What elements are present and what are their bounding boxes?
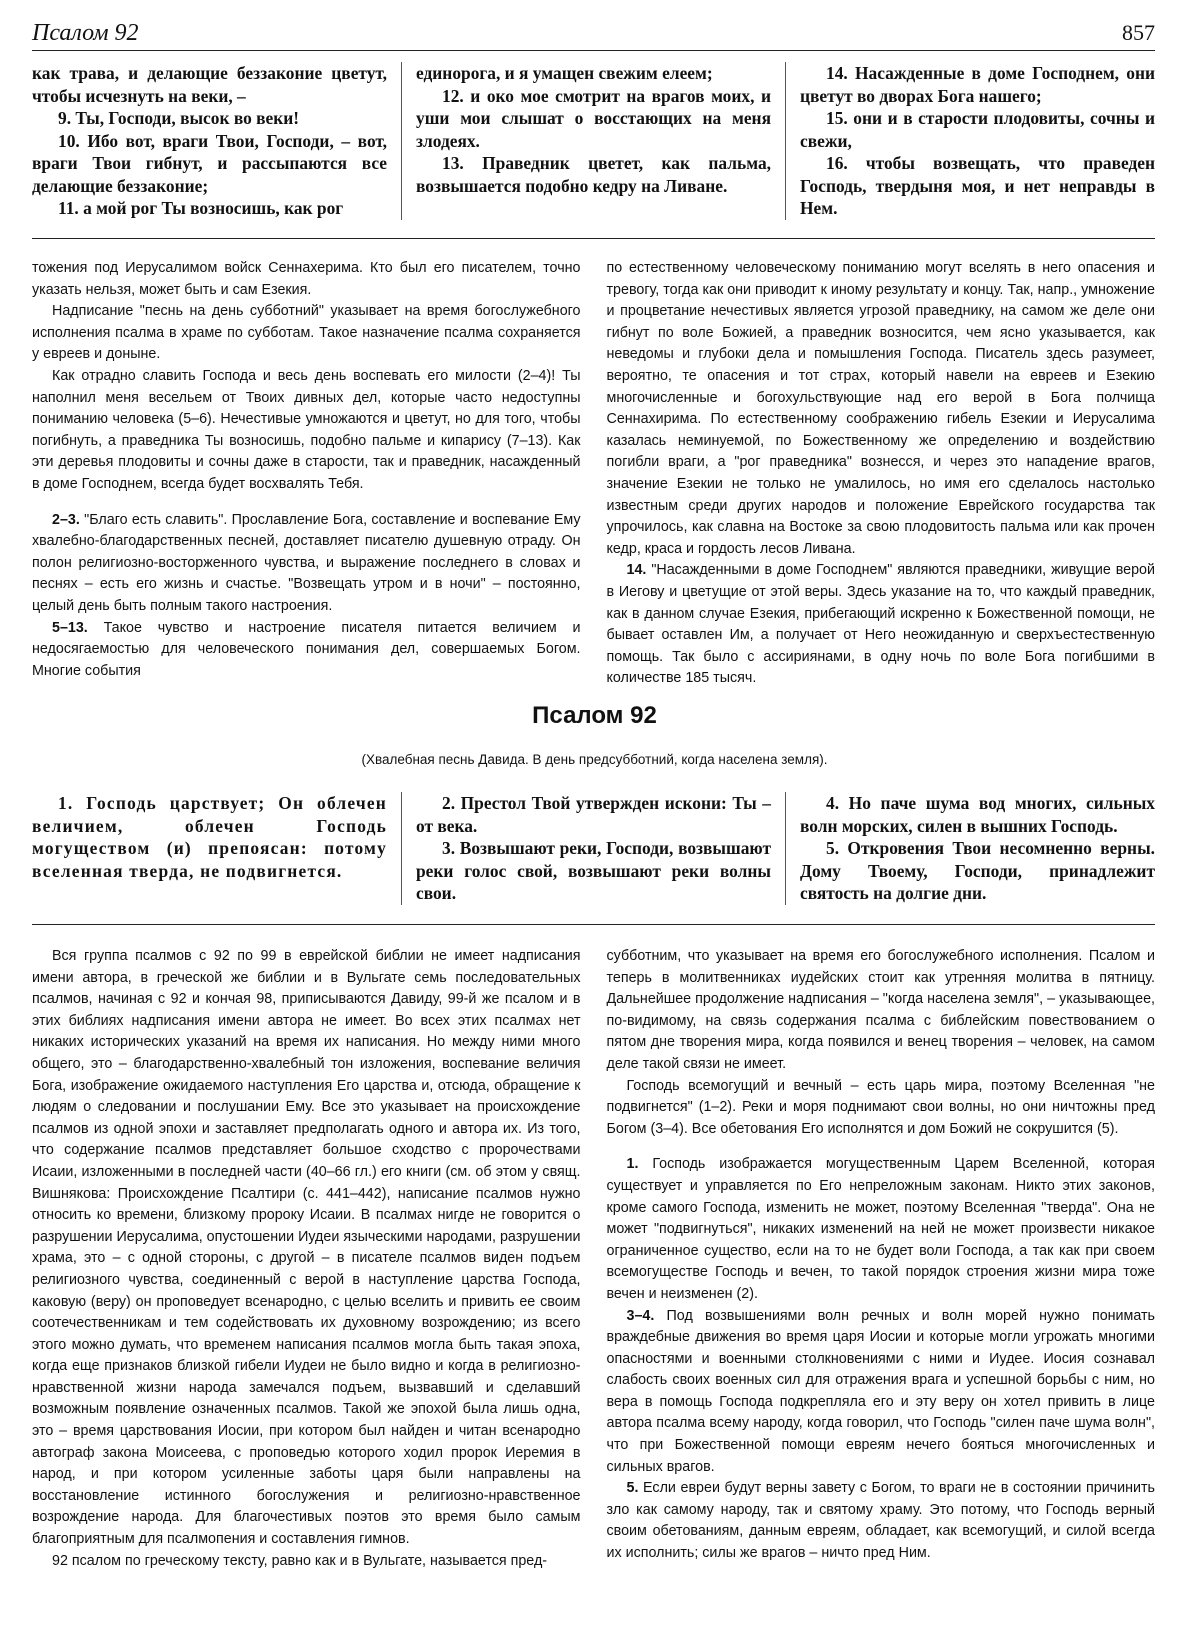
verse-ref: 3–4. (626, 1307, 655, 1324)
paragraph: Как отрадно славить Господа и весь день воспевать его милости (2–4)! Ты наполнил меня весельем от Твоих дивных дел, которые часто недоступны пониманию человека (5–6). Нечестивые умножаются и цветут, но для того, чтобы погибнуть, а праведника Ты возносишь, подобно пальме и кипарису (7–13). Как эти деревья плодовиты и сочны даже в старости, так и праведник, насажденный в доме Господнем, всегда будет восхвалять Тебя. (32, 367, 581, 492)
commentary-bottom (32, 946, 1155, 1572)
verse: 5. Откровения Твои несомненно верны. Дому Твоему, Господи, принадлежит святость на долгие дни. (800, 838, 1155, 903)
bible-column-3 (785, 62, 1155, 220)
bible-column-2 (401, 62, 785, 220)
verse: 15. они и в старости плодовиты, сочны и свежи, (800, 108, 1155, 151)
verse-ref: 2–3. (52, 511, 80, 528)
page-number: 857 (1122, 20, 1155, 45)
running-header (32, 20, 1155, 51)
paragraph: 5–13. Такое чувство и настроение писателя питается величием и недосягаемостью для человеческого понимания дел, совершаемых Богом. Многие события (32, 619, 581, 679)
bible-column-1 (32, 792, 401, 905)
paragraph: Надписание "песнь на день субботний" указывает на время богослужебного исполнения псалма в храме по субботам. Такое назначение псалма сохраняется у евреев и доныне. (32, 303, 581, 363)
verse: 10. Ибо вот, враги Твои, Господи, – вот, враги Твои гибнут, и рассыпаются все делающие беззаконие; (32, 130, 387, 196)
verse: 11. а мой рог Ты возносишь, как рог (58, 198, 344, 218)
verse-ref: 1. (626, 1156, 639, 1173)
verse: 2. Престол Твой утвержден искони: Ты – от века. (416, 793, 771, 836)
bible-column-2 (401, 792, 785, 905)
verse: единорога, и я умащен свежим елеем; (416, 63, 713, 83)
bible-column-1 (32, 62, 401, 220)
commentary-top (32, 258, 1155, 690)
paragraph: Господь всемогущий и вечный – есть царь мира, поэтому Вселенная "не подвигнется" (1–2). Реки и моря поднимают свои волны, но они ничтожны пред Богом (3–4). Все обетования Его исполнятся и дом Божий не сокрушится (5). (606, 1077, 1155, 1137)
verse-ref: 5. (626, 1480, 639, 1497)
verse: 12. и око мое смотрит на врагов моих, и уши мои слышат о восстающих на меня злодеях. (416, 85, 771, 151)
verse-ref: 14. (626, 562, 647, 579)
commentary-column-right (607, 946, 1156, 1572)
paragraph: 92 псалом по греческому тексту, равно как и в Вульгате, называется пред- (52, 1552, 548, 1569)
verse: 14. Насажденные в доме Господнем, они цветут во дворах Бога нашего; (800, 63, 1155, 106)
verse-ref: 5–13. (52, 619, 88, 636)
commentary-column-right (607, 258, 1156, 690)
paragraph: 3–4. Под возвышениями волн речных и волн морей нужно понимать враждебные движения во время царя Иосии и которые могли угрожать многими опасностями и военными столкновениями с ними и Иудее. Иосия сознавал слабость своих военных сил для отражения врага и успешной борьбы с ним, но вера в помощь Господа подкрепляла его и эту веру он хотел привить в лице автора псалма всему народу, когда говорил, что Господь "силен паче шума волн", что при Божественной помощи евреям нечего бояться многочисленных и сильных врагов. (606, 1307, 1155, 1475)
commentary-column-left (32, 258, 581, 690)
paragraph: 14. "Насажденными в доме Господнем" являются праведники, живущие верой в Иегову и цветущие от этой веры. Здесь указание на то, что каждый праведник, как в данном случае Езекия, прибегающий искренно к Божественной помощи, не бывает оставлен Им, а получает от Него неожиданную и сверхъестественную помощь. Так было с ассириянами, в одну ночь по воле Бога погибшими в количестве 185 тысяч. (606, 562, 1155, 687)
paragraph: 5. Если евреи будут верны завету с Богом, то враги не в состоянии причинить зло как самому народу, так и святому храму. Это потому, что Господь верный своим обетованиям, данным евреям, обладает, как всемогущий, и силой всегда их исполнить; силы же врагов – ничто пред Ним. (606, 1480, 1155, 1562)
commentary-column-left (32, 946, 581, 1572)
verse: 1. Господь царствует; Он облечен величием, облечен Господь могуществом (и) препоясан: потому вселенная тверда, не подвигнется. (32, 793, 387, 881)
divider (32, 238, 1155, 239)
paragraph: тожения под Иерусалимом войск Сеннахерима. Кто был его писателем, точно указать нельзя, может быть и сам Езекия. (32, 260, 581, 298)
verse: 4. Но паче шума вод многих, сильных волн морских, силен в вышних Господь. (800, 793, 1155, 836)
paragraph: Вся группа псалмов с 92 по 99 в еврейской библии не имеет надписания имени автора, в греческой же библии и в Вульгате семь последовательных псалмов, начиная с 92 и кончая 98, приписываются Давиду, 99-й же псалом и в этих библиях надписания имени автора не имеет. Во всех этих псалмах нет никаких исторических указаний на время их написания. Но между ними много общего, это – благодарственно-хвалебный тон изложения, воспевание величия Бога, изображение ожидаемого наступления Его царства и, отсюда, обращение к людям о следовании и послушании Ему. Все это указывает на происхождение псалмов из одной эпохи и заставляет предполагать одного и автора их. Из того, что содержание псалмов представляет большое сходство с пророчествами Исаии, изложенными в последней части (40–66 гл.) его книги (см. об этом у свящ. Вишнякова: Происхождение Псалтири (с. 441–442), написание псалмов нужно относить ко времени, близкому пророку Исаии. В псалмах нигде не говорится о разрушении Иерусалима, опустошении Иудеи языческими народами, разрушении храма, это – с одной стороны, с другой – в писателе псалмов виден подъем религиозного чувства, соединенный с верой в наступление царства Господа, каковую (веру) он проповедует всенародно, с целью вселить и привить ее своим соотечественникам и тем содействовать их духовному возрождению; из всего этого можно думать, что временем написания псалмов могла быть такая эпоха, когда еще признаков близкой гибели Иудеи не было видно и когда в религиозно-нравственной жизни народа замечался подъем, вызвавший и сделавший возможным появление означенных псалмов. Такой же эпохой была лишь одна, это – время царствования Иосии, при котором был найден и читан всенародно автограф закона Моисеева, с проповедью которого ходил пророк Иеремия в народ, и при котором усиленные заботы царя были направлены на восстановление истинного богослужения и религиозно-нравственное возрождение народа. Для благочестивых поэтов это время было самым благоприятным для псалмопения и составления гимнов. (32, 948, 581, 1548)
psalm-subtitle: (Хвалебная песнь Давида. В день предсубботний, когда населена земля). (361, 752, 828, 767)
paragraph: по естественному человеческому пониманию могут вселять в него опасения и тревогу, тогда как они приводит к иному результату и концу. Так, напр., умножение и процветание нечестивых является угрозой праведнику, на самом же деле они гибнут по воле Божией, а праведник возносится, чем ясно указывается, как неведомы и глубоки дела и помышления Господа. Писатель здесь разумеет, вероятно, те опасения и тот страх, который навели на евреев и Езекию многочисленные и богохульствующие над его верой в Бога полчища Сеннахирима. По естественному соображению гибель Езекии и Иерусалима казалась неминуемой, по Божественному же определению и воздействию погибли враги, а "рог праведника" вознесся, и через это нападение врагов, значение Езекии не только не умалилось, но имя его сделалось настолько известным среди других народов и положение Еврейского государства так упрочилось, как славна на Востоке за свою плодовитость пальма или как прочен кедр, краса и гордость лесов Ливана. (606, 260, 1155, 557)
verse: 9. Ты, Господи, высок во веки! (58, 108, 300, 128)
divider (32, 924, 1155, 925)
bible-text-psalm92 (32, 792, 1155, 905)
bible-column-3 (785, 792, 1155, 905)
paragraph: субботним, что указывает на время его богослужебного исполнения. Псалом и теперь в молитвенниках иудейских стоит как утренняя молитва в пятницу. Дальнейшее продолжение надписания – "когда населена земля", – указывающее, по-видимому, на связь содержания псалма с библейским повествованием о пятом дне творения мира, когда появился и венец творения – человек, на самом деле такой связи не имеет. (606, 948, 1155, 1072)
psalm-title: Псалом 92 (532, 702, 657, 729)
verse: 3. Возвышают реки, Господи, возвышают реки голос свой, возвышают реки волны свои. (416, 838, 771, 903)
bible-text-top (32, 62, 1155, 220)
paragraph: 2–3. "Благо есть славить". Прославление Бога, составление и воспевание Ему хвалебно-благодарственных песней, доставляет писателю душевную отраду. Он полон религиозно-восторженного чувства, и выражение последнего в словах и песнях – есть его жизнь и счастье. "Возвещать утром и в ночи" – постоянно, целый день быть полным такого настроения. (32, 511, 581, 614)
verse: как трава, и делающие беззаконие цветут, чтобы исчезнуть на веки, – (32, 63, 387, 106)
running-title: Псалом 92 (32, 20, 139, 46)
verse: 16. чтобы возвещать, что праведен Господь, твердыня моя, и нет неправды в Нем. (800, 153, 1155, 218)
paragraph: 1. Господь изображается могущественным Царем Вселенной, которая существует и управляется по Его непреложным законам. Никто этих законов, кроме самого Господа, изменить не может, поэтому Вселенная "тверда". Она не может "подвигнуться", никаких изменений на ней не может произвести никакое ограниченное существо, если на то не будет воли Господа, а так как при своем всемогуществе Господь и вечен, то такой порядок строения жизни мира тоже вечен и неизменен (2). (606, 1156, 1155, 1302)
verse: 13. Праведник цветет, как пальма, возвышается подобно кедру на Ливане. (416, 153, 771, 196)
